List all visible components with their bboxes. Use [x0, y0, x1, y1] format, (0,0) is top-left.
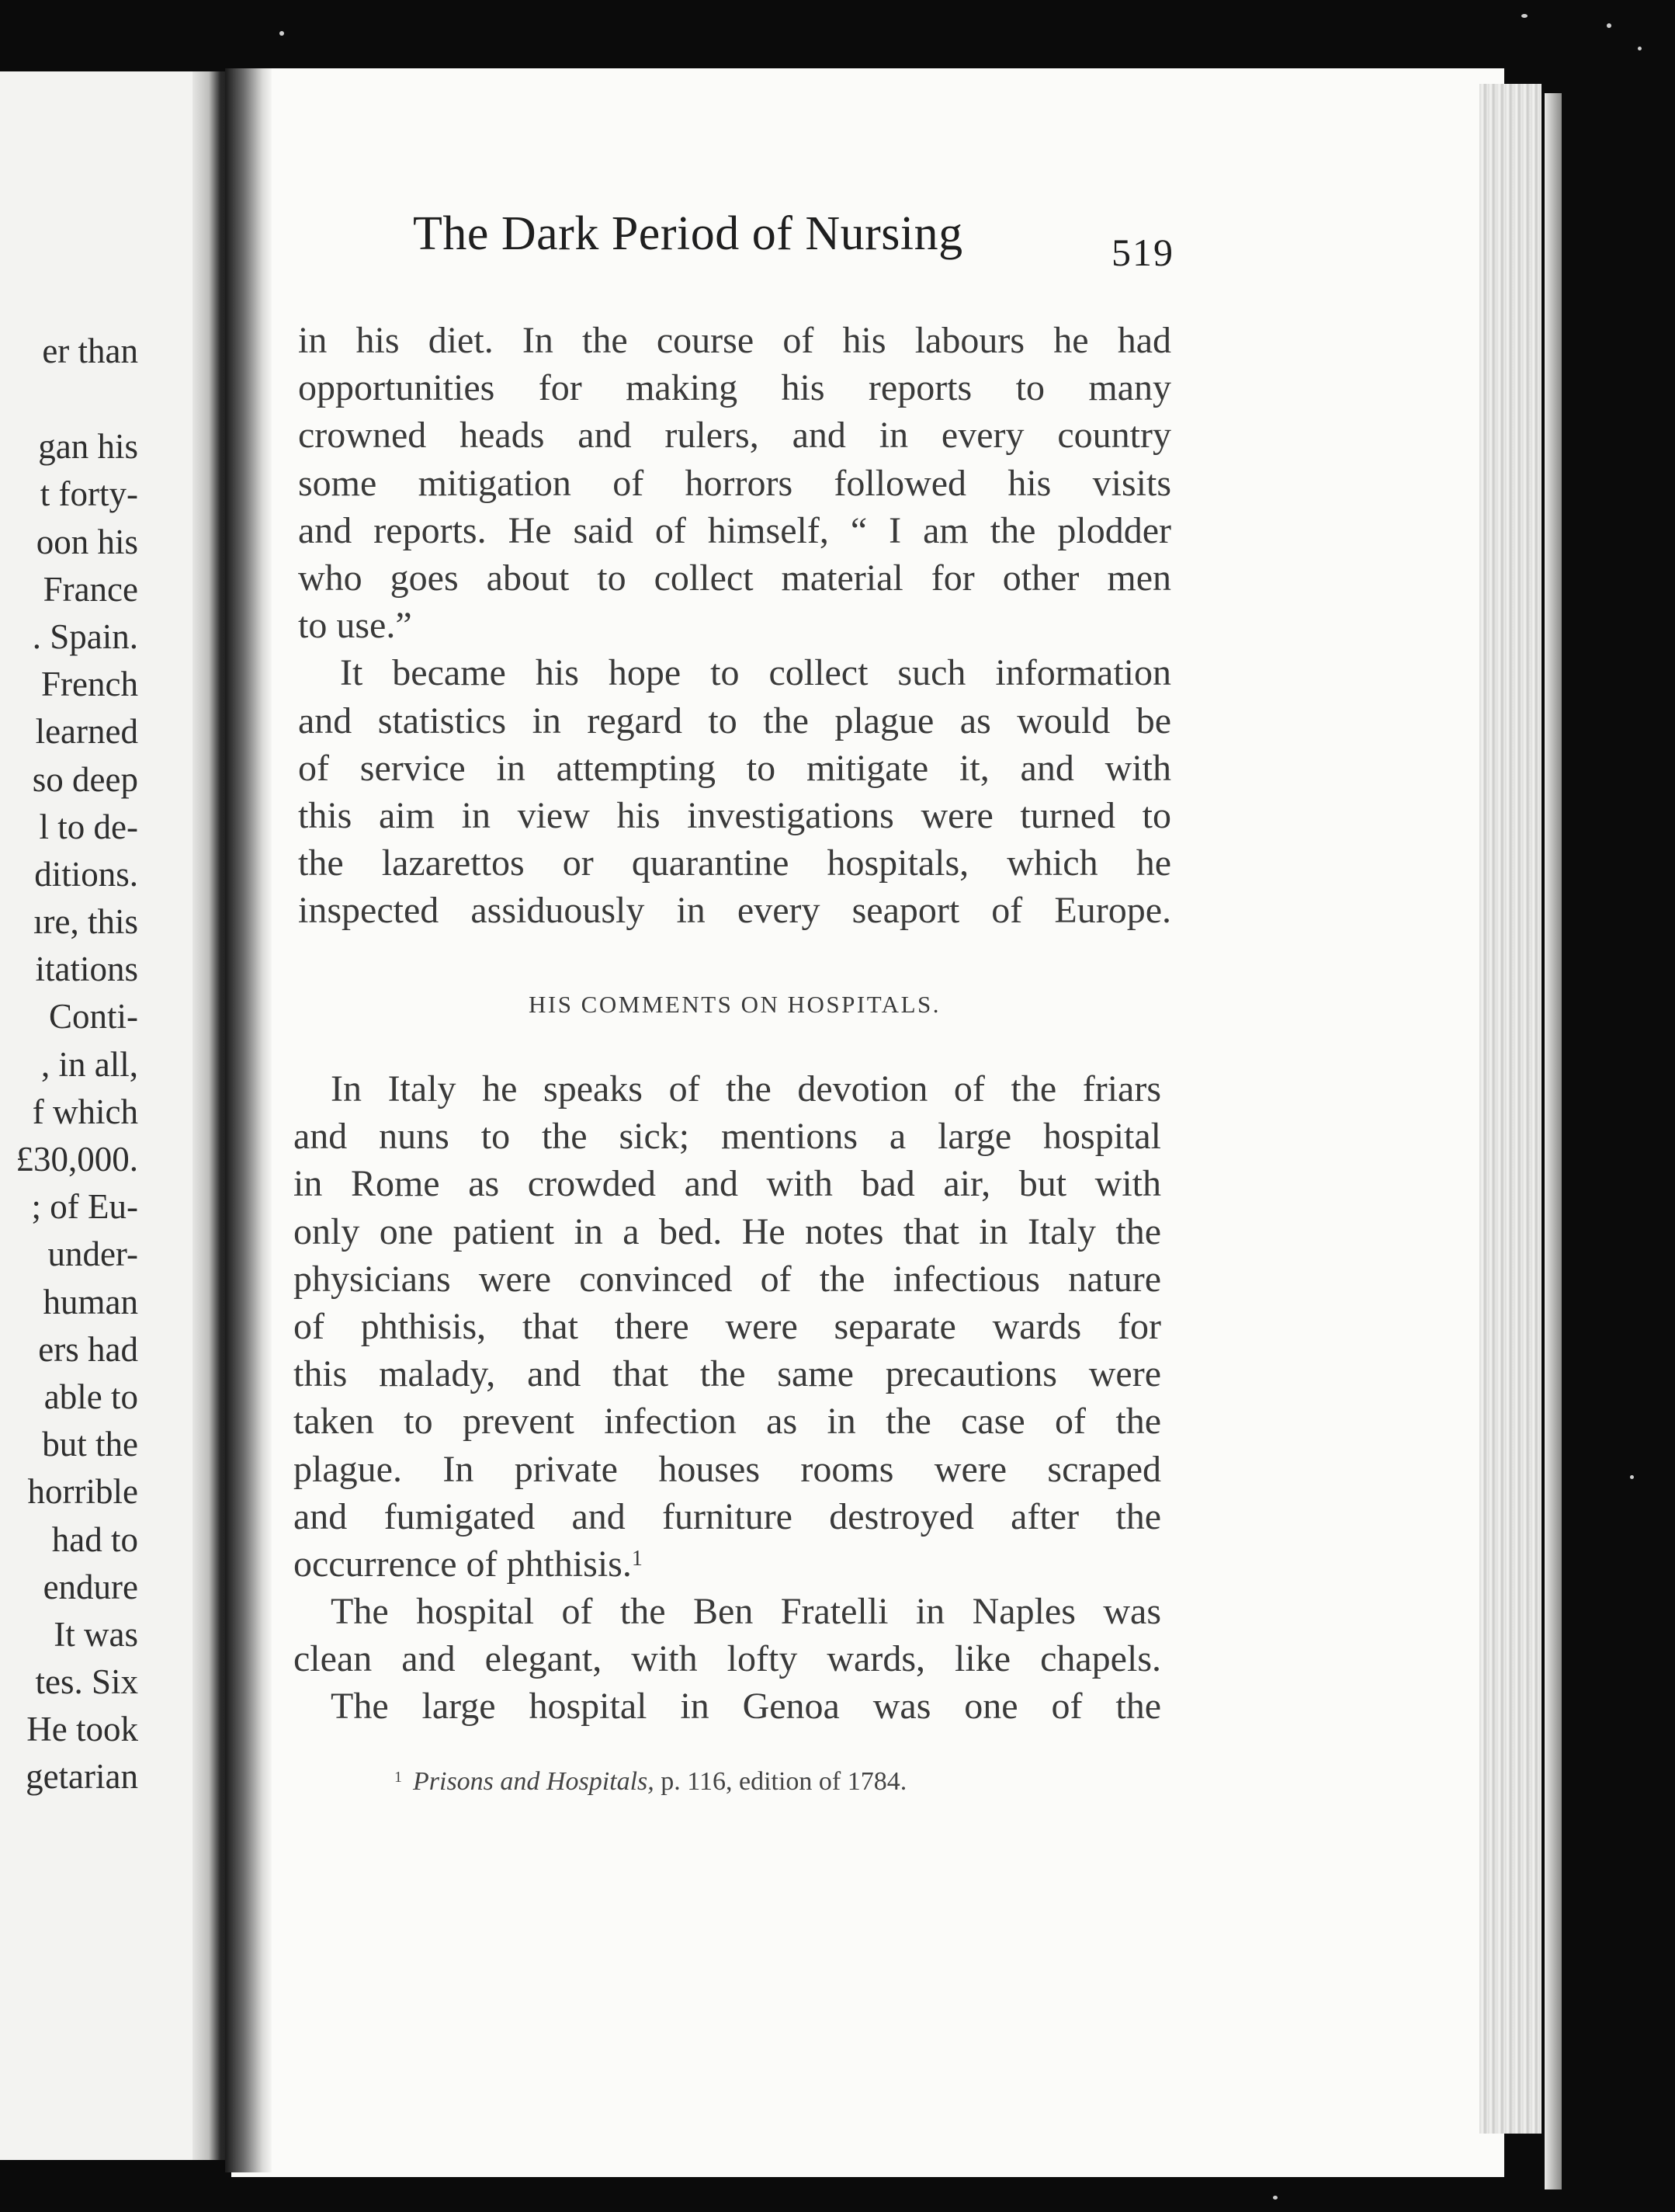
facing-line: ıre, this	[33, 902, 138, 942]
facing-line: He took	[26, 1710, 138, 1749]
text-line: who goes about to collect material for other men	[298, 557, 1171, 599]
body-text-lower	[293, 1065, 1161, 1731]
facing-line: had to	[51, 1519, 138, 1559]
gutter-shadow	[225, 68, 272, 2172]
facing-line	[0, 375, 138, 423]
facing-line: gan his	[38, 427, 138, 467]
dust-speck	[1521, 14, 1528, 18]
dust-speck	[1607, 23, 1611, 28]
facing-line: endure	[43, 1567, 138, 1606]
facing-page-text	[0, 328, 138, 1801]
facing-line: able to	[43, 1377, 138, 1416]
cover-edge	[1545, 93, 1562, 2189]
facing-line: f which	[32, 1092, 138, 1131]
footnote-book-title: Prisons and Hospitals,	[413, 1767, 654, 1796]
text-line: The hospital of the Ben Fratelli in Naples was	[331, 1591, 1161, 1633]
facing-line: itations	[35, 950, 138, 989]
facing-line: learned	[35, 712, 138, 752]
text-line: clean and elegant, with lofty wards, like chapels.	[293, 1638, 1161, 1680]
facing-line: but the	[42, 1425, 138, 1464]
facing-line: under-	[47, 1234, 138, 1274]
facing-line: so deep	[32, 759, 138, 799]
footnote-reference: 1	[631, 1546, 643, 1571]
text-line: plague. In private houses rooms were scraped	[293, 1448, 1161, 1490]
facing-line: , in all,	[41, 1044, 138, 1084]
body-text-upper	[298, 317, 1171, 934]
text-line: and fumigated and furniture destroyed after the	[293, 1495, 1161, 1537]
dust-speck	[1273, 2196, 1278, 2200]
text-line: taken to prevent infection as in the case of the	[293, 1401, 1161, 1443]
facing-line: oon his	[36, 522, 138, 561]
text-line: only one patient in a bed. He notes that in Italy the	[293, 1210, 1161, 1252]
text-line: and reports. He said of himself, “ I am the plodder	[298, 509, 1171, 551]
facing-line: human	[43, 1282, 138, 1321]
facing-line: ditions.	[34, 854, 138, 894]
footnote	[394, 1767, 907, 1797]
facing-line: Conti-	[48, 997, 138, 1037]
text-line-content: occurrence of phthisis.	[293, 1543, 632, 1585]
facing-line: France	[43, 569, 138, 609]
dust-speck	[1638, 47, 1642, 50]
text-line: in his diet. In the course of his labours he had	[298, 320, 1171, 361]
text-line-with-footnote	[293, 1540, 1161, 1588]
text-line: physicians were convinced of the infectious nature	[293, 1258, 1161, 1300]
footnote-marker: 1	[394, 1769, 402, 1786]
running-title: The Dark Period of Nursing	[413, 207, 963, 260]
page-stack-edge	[1479, 84, 1541, 2134]
facing-line: ers had	[38, 1329, 138, 1369]
facing-line: ; of Eu-	[31, 1187, 138, 1227]
text-line: to use.”	[298, 605, 412, 647]
text-line: crowned heads and rulers, and in every country	[298, 415, 1171, 457]
facing-line: t forty-	[40, 474, 138, 514]
text-line: The large hospital in Genoa was one of the	[331, 1686, 1161, 1728]
dust-speck	[279, 31, 284, 36]
page-number: 519	[1111, 231, 1174, 274]
facing-line: £30,000.	[16, 1140, 138, 1179]
text-line: It became his hope to collect such information	[340, 652, 1171, 694]
facing-line: l to de-	[39, 807, 138, 846]
text-line: of service in attempting to mitigate it, and with	[298, 747, 1171, 789]
text-line: In Italy he speaks of the devotion of the friars	[331, 1068, 1161, 1109]
dust-speck	[1630, 1475, 1634, 1479]
text-line: some mitigation of horrors followed his visits	[298, 462, 1171, 504]
facing-line: It was	[54, 1614, 138, 1654]
text-line: opportunities for making his reports to many	[298, 367, 1171, 409]
text-line: this malady, and that the same precautions were	[293, 1353, 1161, 1395]
section-heading: HIS COMMENTS ON HOSPITALS.	[528, 991, 941, 1018]
text-line: and statistics in regard to the plague as would be	[298, 700, 1171, 741]
text-line: this aim in view his investigations were turned to	[298, 794, 1171, 836]
text-line: and nuns to the sick; mentions a large hospital	[293, 1116, 1161, 1158]
facing-line: horrible	[27, 1472, 138, 1512]
facing-line: getarian	[26, 1757, 138, 1797]
facing-line: . Spain.	[32, 616, 138, 656]
facing-line: er than	[42, 332, 138, 370]
text-line: the lazarettos or quarantine hospitals, which he	[298, 842, 1171, 884]
facing-line: tes. Six	[35, 1662, 138, 1702]
text-line: inspected assiduously in every seaport of Europe.	[298, 890, 1171, 932]
text-line: in Rome as crowded and with bad air, but with	[293, 1163, 1161, 1205]
footnote-citation: p. 116, edition of 1784.	[654, 1767, 907, 1796]
facing-page-left	[0, 71, 219, 2160]
facing-line: French	[41, 665, 138, 704]
text-line: of phthisis, that there were separate wards for	[293, 1305, 1161, 1347]
